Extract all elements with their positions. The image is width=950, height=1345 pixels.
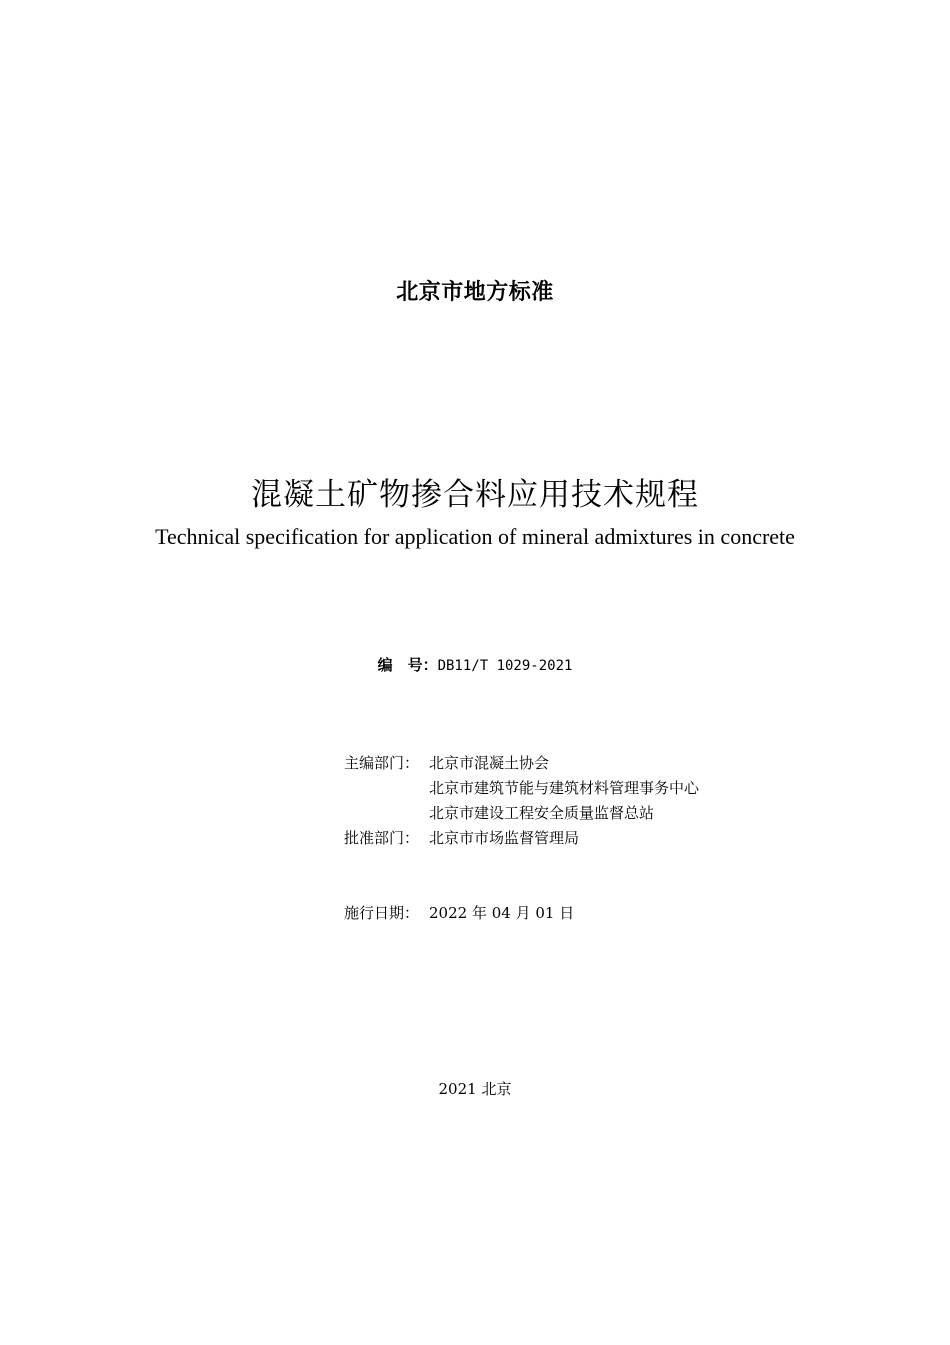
publication-footer: 2021 北京 — [438, 1080, 512, 1098]
label-spacer — [344, 776, 429, 801]
title-english: Technical specification for application of mineral admixtures in concrete — [155, 524, 795, 549]
chief-editor-row-1 — [344, 751, 699, 776]
standard-number-label: 编 号： — [377, 656, 438, 674]
chief-editor-1: 北京市混凝土协会 — [429, 754, 550, 772]
chief-editor-departments — [344, 751, 699, 826]
label-spacer — [344, 801, 429, 826]
chief-editor-row-2 — [344, 776, 699, 801]
standard-number-value: DB11/T 1029-2021 — [437, 658, 573, 674]
standard-type-heading: 北京市地方标准 — [396, 280, 554, 305]
approval-value: 北京市市场监督管理局 — [429, 829, 580, 847]
chief-editor-row-3 — [344, 801, 699, 826]
approval-department — [344, 826, 579, 851]
standard-number — [0, 654, 950, 675]
chief-editor-2: 北京市建筑节能与建筑材料管理事务中心 — [429, 779, 700, 797]
title-chinese: 混凝土矿物掺合料应用技术规程 — [251, 477, 699, 513]
approval-label: 批准部门： — [344, 829, 420, 847]
chief-editor-3: 北京市建设工程安全质量监督总站 — [429, 804, 655, 822]
effective-date-label: 施行日期： — [344, 904, 420, 922]
effective-date-value: 2022 年 04 月 01 日 — [429, 904, 575, 922]
approval-row — [344, 826, 579, 851]
effective-date — [344, 901, 574, 926]
effective-date-row — [344, 901, 574, 926]
chief-editor-label: 主编部门： — [344, 754, 420, 772]
